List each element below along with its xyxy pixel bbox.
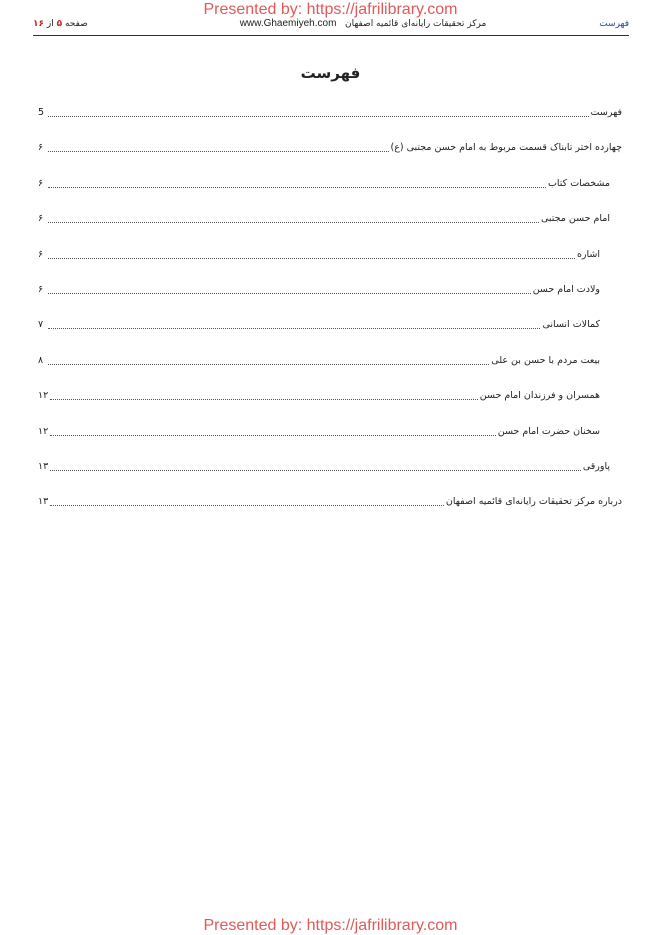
- header-site: www.Ghaemiyeh.com: [239, 18, 337, 29]
- toc-leader: [48, 210, 539, 223]
- toc-entry[interactable]: [38, 423, 622, 458]
- toc-entry-label: امام حسن مجتبی: [541, 213, 610, 225]
- toc-leader: [48, 281, 531, 294]
- header-of-word: از: [46, 19, 54, 29]
- toc-entry-label: سخنان حضرت امام حسن: [497, 425, 600, 437]
- toc-leader: [48, 352, 489, 365]
- page-title: فهرست: [300, 64, 361, 82]
- toc-entry[interactable]: [38, 458, 622, 493]
- toc-entry[interactable]: [38, 246, 622, 281]
- toc-entry-label: فهرست: [590, 107, 622, 118]
- toc-leader: [48, 104, 589, 117]
- page-header: [33, 17, 629, 36]
- toc-leader: [48, 316, 540, 329]
- toc-entry[interactable]: [38, 104, 622, 139]
- toc-entry-label: پاورقی: [582, 460, 610, 472]
- toc-entry[interactable]: [38, 316, 622, 351]
- toc-entry[interactable]: [38, 175, 622, 210]
- toc-entry-label: بیعت مردم با حسن بن علی: [491, 354, 600, 366]
- header-center: [223, 17, 503, 31]
- toc-leader: [50, 387, 478, 400]
- toc-entry[interactable]: [38, 281, 622, 316]
- header-total-pages: ۱۶: [33, 19, 44, 29]
- toc-entry[interactable]: [38, 352, 622, 387]
- toc-entry-page: ۶: [38, 142, 44, 154]
- header-section-link[interactable]: فهرست: [599, 19, 629, 29]
- toc-entry-label: همسران و فرزندان امام حسن: [479, 390, 600, 402]
- toc-entry-page: ۱۳: [38, 496, 49, 508]
- toc-entry-page: ۸: [38, 354, 44, 366]
- toc-entry-page: ۶: [38, 213, 44, 225]
- toc-entry-page: ۶: [38, 248, 44, 260]
- header-page-num: ۵: [56, 19, 63, 29]
- toc-entry[interactable]: [38, 210, 622, 245]
- toc-entry-page: ۱۲: [38, 390, 49, 402]
- toc-entry-label: ولادت امام حسن: [532, 283, 600, 295]
- toc-entry[interactable]: [38, 139, 622, 174]
- toc-leader: [50, 458, 581, 471]
- header-org-name: مرکز تحقیقات رایانه‌ای قائمیه اصفهان: [345, 19, 487, 29]
- toc-entry[interactable]: [38, 493, 622, 528]
- toc-leader: [48, 175, 546, 188]
- header-page-word: صفحه: [64, 19, 88, 29]
- toc-entry-page: ۱۳: [38, 460, 49, 472]
- toc-entry-label: مشخصات کتاب: [547, 177, 610, 189]
- toc-entry-page: ۶: [38, 177, 44, 189]
- toc-entry-page: 5: [38, 107, 45, 118]
- toc-list: [38, 104, 622, 529]
- toc-leader: [48, 139, 389, 152]
- toc-leader: [50, 493, 444, 506]
- toc-entry-label: چهارده اختر تابناک قسمت مربوط به امام حسن مجتبی (ع): [390, 142, 622, 154]
- toc-entry-label: کمالات انسانی: [542, 319, 600, 331]
- toc-entry-page: ۷: [38, 319, 44, 331]
- watermark-bottom: Presented by: https://jafrilibrary.com: [203, 917, 458, 934]
- toc-leader: [50, 423, 496, 436]
- toc-entry-label: اشاره: [576, 248, 600, 260]
- watermark-top: Presented by: https://jafrilibrary.com: [203, 1, 458, 18]
- toc-entry[interactable]: [38, 387, 622, 422]
- header-page-indicator: [33, 17, 88, 31]
- toc-leader: [48, 246, 575, 259]
- toc-entry-label: درباره مرکز تحقیقات رایانه‌ای قائمیه اصفهان: [445, 496, 622, 508]
- toc-entry-page: ۱۲: [38, 425, 49, 437]
- toc-entry-page: ۶: [38, 283, 44, 295]
